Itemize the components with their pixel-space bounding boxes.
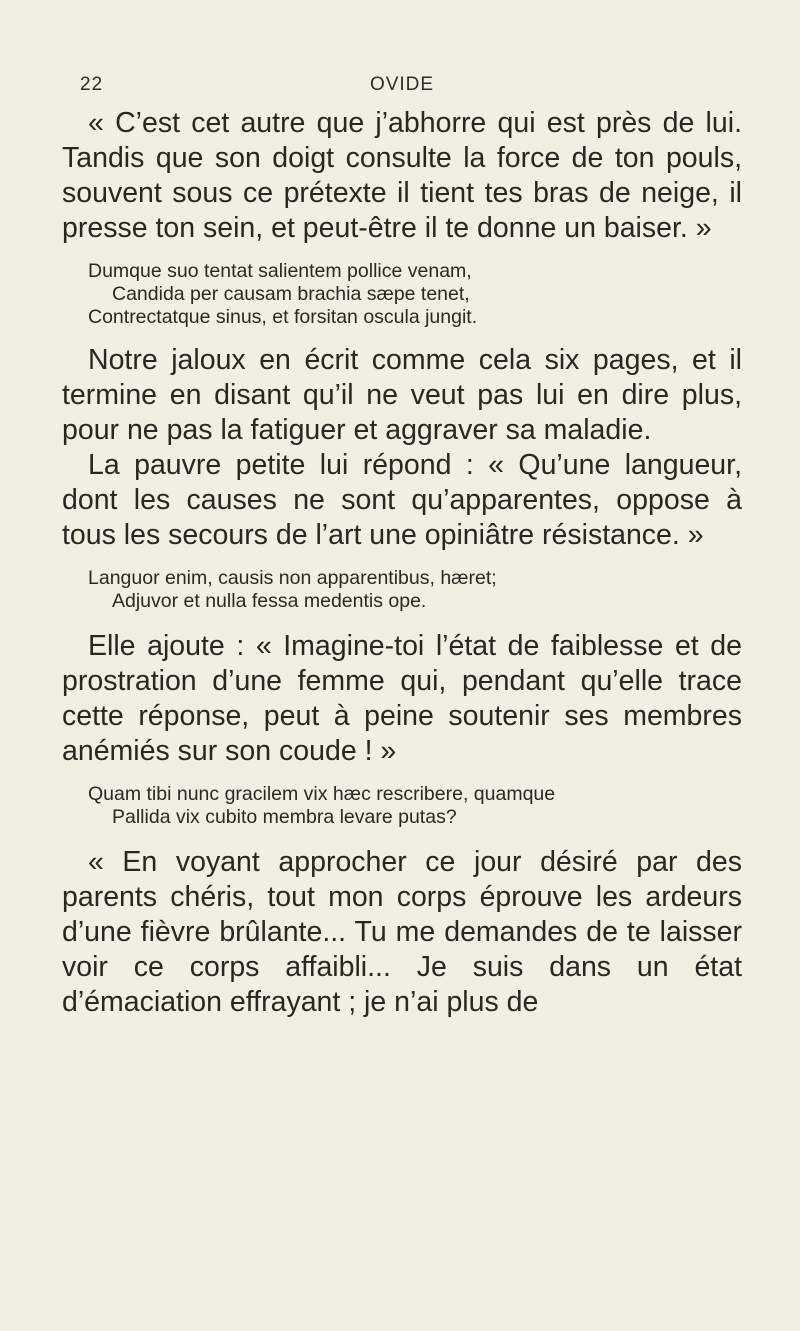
latin-quote [62, 260, 742, 329]
book-page [62, 74, 742, 1020]
page-body [62, 106, 742, 1020]
running-head: OVIDE [369, 74, 435, 95]
page-header [62, 74, 742, 104]
quote-line: Contrectatque sinus, et forsitan oscula jungit. [88, 306, 478, 328]
quote-line: Quam tibi nunc gracilem vix hæc rescribere, quamque [88, 783, 556, 805]
page-number: 22 [80, 74, 104, 95]
paragraph: La pauvre petite lui répond : « Qu’une langueur, dont les causes ne sont qu’apparentes, oppose à tous les secours de l’art une opiniâtre résistance. » [62, 449, 742, 551]
paragraph: Notre jaloux en écrit comme cela six pages, et il termine en disant qu’il ne veut pas lui en dire plus, pour ne pas la fatiguer et aggraver sa maladie. [62, 344, 742, 446]
quote-line: Adjuvor et nulla fessa medentis ope. [112, 590, 427, 612]
paragraph: « C’est cet autre que j’abhorre qui est près de lui. Tandis que son doigt consulte la force de ton pouls, souvent sous ce prétexte il tient tes bras de neige, il presse ton sein, et peut-être il te donne un baiser. » [62, 107, 742, 244]
paragraph: Elle ajoute : « Imagine-toi l’état de faiblesse et de prostration d’une femme qui, pendant qu’elle trace cette réponse, peut à peine soutenir ses membres anémiés sur son coude ! » [62, 630, 742, 767]
quote-line: Pallida vix cubito membra levare putas? [112, 806, 457, 828]
quote-line: Candida per causam brachia sæpe tenet, [112, 283, 470, 305]
quote-line: Languor enim, causis non apparentibus, hæret; [88, 567, 497, 589]
latin-quote [62, 783, 742, 829]
latin-quote [62, 567, 742, 613]
paragraph: « En voyant approcher ce jour désiré par des parents chéris, tout mon corps éprouve les ardeurs d’une fièvre brûlante... Tu me demandes de te laisser voir ce corps affaibli... Je suis dans un état d’émaciation effrayant ; je n’ai plus de [62, 846, 742, 1018]
quote-line: Dumque suo tentat salientem pollice venam, [88, 260, 472, 282]
